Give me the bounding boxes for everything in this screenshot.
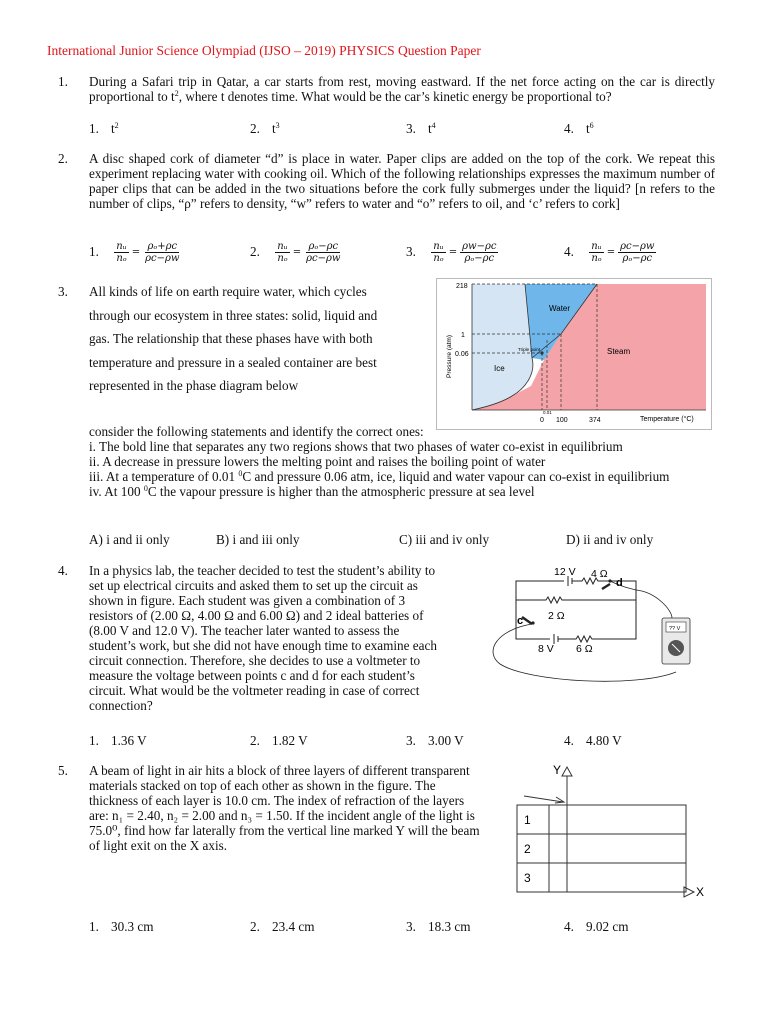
label-4-ohm: 4 Ω [591, 568, 608, 580]
q5-option-1[interactable]: 1. 30.3 cm [89, 919, 154, 934]
q5-option-3[interactable]: 3. 18.3 cm [406, 919, 471, 934]
q3-statement-iii: iii. At a temperature of 0.01 $^0$C and pressure 0.06 atm, ice, liquid and water vapour can co-exist in equilibrium [89, 469, 670, 484]
layers-figure [512, 762, 712, 902]
q3-number: 3. [58, 284, 68, 299]
label-c: c [517, 615, 524, 627]
label-triple-point: Triple point [518, 347, 541, 352]
q5-number: 5. [58, 763, 68, 778]
q4-option-1[interactable]: 1. 1.36 V [89, 733, 147, 748]
label-ice: Ice [494, 364, 505, 373]
incident-ray [524, 796, 563, 802]
q2-number: 2. [58, 151, 68, 166]
label-water: Water [549, 304, 571, 313]
label-12v: 12 V [554, 566, 576, 578]
layer-1-label: 1 [524, 813, 531, 827]
layer-block [517, 805, 686, 892]
q1-number: 1. [58, 74, 68, 89]
y-tick-1: 1 [461, 332, 465, 339]
q4-option-3[interactable]: 3. 3.00 V [406, 733, 464, 748]
layer-3-label: 3 [524, 871, 531, 885]
triple-point-marker [540, 351, 543, 354]
phase-diagram [436, 278, 712, 430]
x-tick-100: 100 [556, 417, 568, 424]
q3-intro: consider the following statements and identify the correct ones: [89, 424, 424, 439]
label-steam: Steam [607, 347, 631, 356]
voltmeter-display: ?? V [669, 626, 681, 632]
q1-option-4[interactable]: 4. $t^6$ [564, 121, 594, 136]
q5-option-4[interactable]: 4. 9.02 cm [564, 919, 629, 934]
layer-2-label: 2 [524, 842, 531, 856]
q3-statement-iv: iv. At 100 $^0$C the vapour pressure is higher than the atmospheric pressure at sea level [89, 484, 535, 499]
q2-text: A disc shaped cork of diameter “d” is place in water. Paper clips are added on the top of the cork. We repeat this experiment replacing water with cooking oil. Which of the following relationships expresses the maximum number of paper clips that can be added in the two situations before the cork fully submerges under the liquid? [n refers to the number of clips, “ρ” refers to density, “w” refers to water and “o” refers to oil, and ‘c’ refers to cork] [89, 151, 715, 211]
q3-option-d[interactable]: D) ii and iv only [566, 532, 654, 547]
q3-option-c[interactable]: C) iii and iv only [399, 532, 490, 547]
q3-statements [89, 424, 729, 499]
q4-text: In a physics lab, the teacher decided to test the student’s ability to set up electrical circuits and asked them to set up the circuit as shown in figure. Each student was given a combination of 3 resistors of (2.00 Ω, 4.00 Ω and 6.00 Ω) and 2 ideal batteries of (8.00 V and 12.0 V). The teacher later wanted to assess the student’s work, but she did not have enough time to examine each circuit connection. Therefore, she decides to use a voltmeter to measure the voltage between points c and d for each student’s circuit. What would be the voltmeter reading in case of correct connection? [89, 563, 437, 713]
q4-number: 4. [58, 563, 68, 578]
q3-statement-i: i. The bold line that separates any two regions shows that two phases of water co-exist in equilibrium [89, 439, 623, 454]
label-d: d [616, 577, 623, 589]
circuit-diagram [486, 560, 712, 690]
q3-statement-ii: ii. A decrease in pressure lowers the melting point and raises the boiling point of water [89, 454, 546, 469]
q2-option-4[interactable]: 4. $\frac{\text{nᵤ}}{\text{nₒ}}$ = $\frac{\rho c-\rho w}{\text{ρₒ−ρc}}$ [564, 241, 655, 264]
q1-option-1[interactable]: 1. $t^2$ [89, 121, 119, 136]
q2-option-1[interactable]: 1. $\frac{\text{nᵤ}}{\text{nₒ}}$ = $\frac{\text{ρₒ+ρc}}{\rho c-\rho w}$ [89, 241, 180, 264]
q4-option-4[interactable]: 4. 4.80 V [564, 733, 622, 748]
q5-text: A beam of light in air hits a block of three layers of different transparent materials stacked on top of each other as shown in the figure. The thickness of each layer is 10.0 cm. The index of refraction of the layers are: n₁ = 2.40, n₂ = 2.00 and n₃ = 1.50. If the incident angle of the light is 75.0⁰, find how far laterally from the vertical line marked Y will the beam of light exit on the X axis. [89, 763, 480, 853]
label-8v: 8 V [538, 643, 554, 655]
q4-option-2[interactable]: 2. 1.82 V [250, 733, 308, 748]
y-tick-006: 0.06 [455, 351, 469, 358]
x-tick-001: 0.01 [543, 410, 552, 415]
x-axis-label: Temperature (°C) [640, 416, 694, 423]
q1-text: During a Safari trip in Qatar, a car starts from rest, moving eastward. If the net force acting on the car is directly proportional to $t^2$, where t denotes time. What would be the car’s kinetic energy be proportional to? [89, 74, 715, 104]
x-tick-374: 374 [589, 417, 601, 424]
q1-option-3[interactable]: 3. $t^4$ [406, 121, 436, 136]
y-axis-label: Y [553, 763, 562, 777]
voltmeter [662, 618, 690, 664]
q3-text: All kinds of life on earth require water, which cycles through our ecosystem in three states: solid, liquid and gas. The relationship that these phases have with both temperature and pressure in a sealed container are best represented in the phase diagram below [89, 284, 378, 393]
q3-option-a[interactable]: A) i and ii only [89, 532, 170, 547]
q1-option-2[interactable]: 2. $t^3$ [250, 121, 280, 136]
x-tick-0: 0 [540, 417, 544, 424]
x-axis-label: X [696, 885, 705, 899]
y-axis-label: Pressure (atm) [446, 335, 453, 378]
q2-option-3[interactable]: 3. $\frac{\text{nᵤ}}{\text{nₒ}}$ = $\frac{\rho w-\rho c}{\text{ρₒ−ρc}}$ [406, 241, 497, 264]
q2-option-2[interactable]: 2. $\frac{\text{nᵤ}}{\text{nₒ}}$ = $\frac{\text{ρₒ−ρc}}{\rho c-\rho w}$ [250, 241, 341, 264]
q5-option-2[interactable]: 2. 23.4 cm [250, 919, 315, 934]
q3-option-b[interactable]: B) i and iii only [216, 532, 300, 547]
y-tick-218: 218 [456, 283, 468, 290]
label-2-ohm: 2 Ω [548, 610, 565, 622]
paper-title: International Junior Science Olympiad (IJSO – 2019) PHYSICS Question Paper [47, 43, 481, 58]
label-6-ohm: 6 Ω [576, 643, 593, 655]
